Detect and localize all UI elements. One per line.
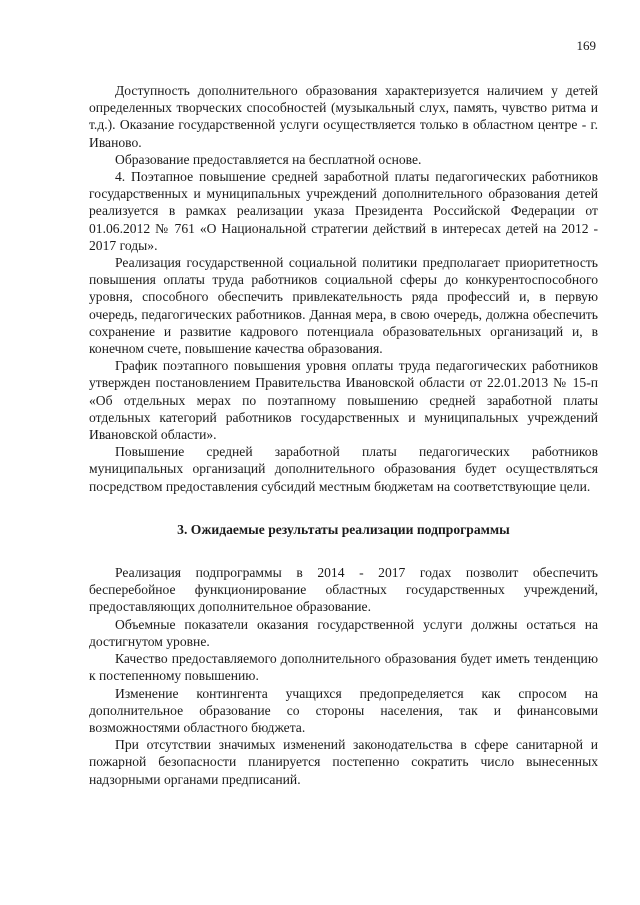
section-title: 3. Ожидаемые результаты реализации подпрограммы xyxy=(177,521,510,537)
paragraph: Качество предоставляемого дополнительного образования будет иметь тенденцию к постепенному повышению. xyxy=(89,651,598,684)
paragraph: 4. Поэтапное повышение средней заработной платы педагогических работников государственных и муниципальных учреждений дополнительного образования детей реализуется в рамках реализации указа Президента Российской Федерации от 01.06.2012 № 761 «О Национальной стратегии действий в интересах детей на 2012 - 2017 годы». xyxy=(89,169,598,253)
paragraph: Образование предоставляется на бесплатной основе. xyxy=(115,151,422,167)
paragraph: Реализация государственной социальной политики предполагает приоритетность повышения оплаты труда работников социальной сферы до конкурентоспособного уровня, способного обеспечить привлекательность ряда профессий и, в первую очередь, педагогических работников. Данная мера, в свою очередь, должна обеспечить сохранение и развитие кадрового потенциала образовательных организаций и, в конечном счете, повышение качества образования. xyxy=(89,255,598,357)
paragraph: Повышение средней заработной платы педагогических работников муниципальных организаций дополнительного образования будет осуществляться посредством предоставления субсидий местным бюджетам на соответствующие цели. xyxy=(89,444,598,494)
paragraph: График поэтапного повышения уровня оплаты труда педагогических работников утвержден постановлением Правительства Ивановской области от 22.01.2013 № 15-п «Об отдельных мерах по поэтапному повышению средней заработной платы отдельных категорий работников государственных и муниципальных учреждений Ивановской области». xyxy=(89,358,598,443)
paragraph: Реализация подпрограммы в 2014 - 2017 годах позволит обеспечить бесперебойное функционирование областных государственных учреждений, предоставляющих дополнительное образование. xyxy=(89,565,598,615)
paragraph: Изменение контингента учащихся предопределяется как спросом на дополнительное образование со стороны населения, так и финансовыми возможностями областного бюджета. xyxy=(89,685,598,735)
paragraph: Доступность дополнительного образования характеризуется наличием у детей определенных творческих способностей (музыкальный слух, память, чувство ритма и т.д.). Оказание государственной услуги осуществляется только в областном центре - г. Иваново. xyxy=(89,83,598,150)
paragraph: При отсутствии значимых изменений законодательства в сфере санитарной и пожарной безопасности планируется постепенно сократить число вынесенных надзорными органами предписаний. xyxy=(89,737,598,787)
paragraph: Объемные показатели оказания государственной услуги должны остаться на достигнутом уровне. xyxy=(89,616,598,649)
document-body xyxy=(89,82,598,788)
page-number: 169 xyxy=(576,38,596,53)
